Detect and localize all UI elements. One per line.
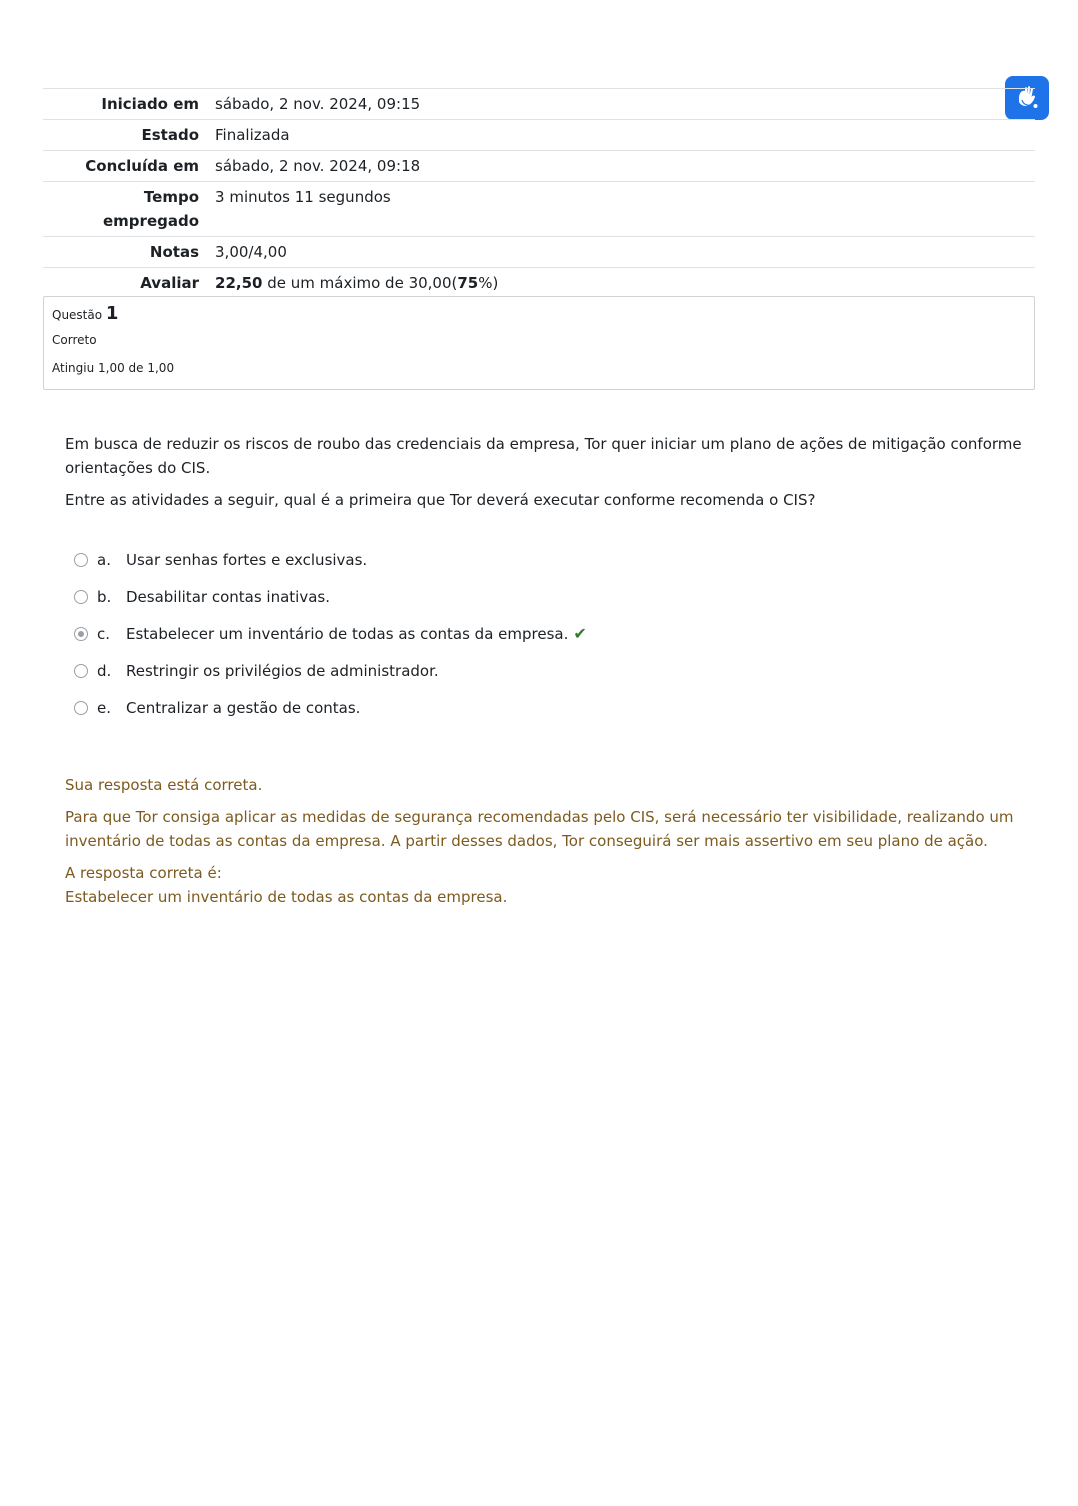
- summary-value: sábado, 2 nov. 2024, 09:18: [215, 157, 421, 175]
- grade-percent: 75: [457, 274, 479, 292]
- question-mark: Atingiu 1,00 de 1,00: [52, 361, 175, 375]
- radio-button[interactable]: [74, 590, 88, 604]
- summary-label: Avaliar: [140, 274, 200, 292]
- summary-value: sábado, 2 nov. 2024, 09:15: [215, 95, 421, 113]
- feedback-general: Para que Tor consiga aplicar as medidas de segurança recomendadas pelo CIS, será necessário ter visibilidade, realizando um inventário de todas as contas da empresa. A partir desses dados, Tor conseguirá ser mais assertivo em seu plano de ação.: [65, 808, 1014, 850]
- answer-text: Restringir os privilégios de administrador.: [126, 661, 439, 680]
- answer-option-d[interactable]: [74, 652, 974, 689]
- question-paragraph: Entre as atividades a seguir, qual é a primeira que Tor deverá executar conforme recomenda o CIS?: [65, 491, 816, 509]
- summary-row-completed: [43, 151, 1035, 182]
- attempt-summary-table: [43, 88, 1035, 298]
- checkmark-icon: ✔: [573, 624, 587, 643]
- summary-label: Estado: [141, 126, 200, 144]
- answer-option-e[interactable]: [74, 689, 974, 726]
- question-paragraph: Em busca de reduzir os riscos de roubo das credenciais da empresa, Tor quer iniciar um plano de ações de mitigação conforme orientações do CIS.: [65, 435, 1022, 477]
- question-text: [65, 432, 1025, 520]
- grade-suffix: %): [478, 274, 499, 292]
- feedback-right-answer: Estabelecer um inventário de todas as contas da empresa.: [65, 888, 508, 906]
- question-number: [52, 303, 1026, 326]
- summary-label: Iniciado em: [101, 95, 200, 113]
- grade-score: 22,50: [215, 274, 263, 292]
- summary-label: Concluída em: [85, 157, 200, 175]
- summary-grade-value: [207, 268, 1035, 299]
- answer-letter: a.: [97, 550, 111, 569]
- radio-button-selected[interactable]: [74, 627, 88, 641]
- summary-row-marks: [43, 237, 1035, 268]
- radio-button[interactable]: [74, 664, 88, 678]
- question-info-box: [43, 296, 1035, 390]
- answer-list: [74, 541, 974, 726]
- summary-row-started: [43, 89, 1035, 120]
- radio-button[interactable]: [74, 701, 88, 715]
- question-state: Correto: [52, 333, 97, 347]
- question-prefix: Questão: [52, 308, 103, 322]
- summary-label-text: Tempo empregado: [103, 188, 200, 230]
- feedback-result: Sua resposta está correta.: [65, 776, 263, 794]
- answer-letter: d.: [97, 661, 112, 680]
- answer-text: Usar senhas fortes e exclusivas.: [126, 550, 368, 569]
- question-number-value: 1: [105, 303, 119, 324]
- radio-button[interactable]: [74, 553, 88, 567]
- summary-value: Finalizada: [215, 126, 290, 144]
- summary-row-time-taken: [43, 182, 1035, 237]
- answer-text: Estabelecer um inventário de todas as contas da empresa.: [126, 624, 569, 643]
- feedback-right-answer-label: A resposta correta é:: [65, 864, 222, 882]
- summary-value: 3,00/4,00: [215, 243, 287, 261]
- summary-label: [43, 182, 207, 237]
- answer-letter: c.: [97, 624, 111, 643]
- summary-label: Notas: [149, 243, 200, 261]
- summary-row-grade: [43, 268, 1035, 299]
- grade-middle: de um máximo de 30,00(: [262, 274, 458, 292]
- answer-letter: e.: [97, 698, 111, 717]
- feedback-section: [65, 773, 1025, 909]
- answer-option-a[interactable]: [74, 541, 974, 578]
- answer-text: Desabilitar contas inativas.: [126, 587, 330, 606]
- summary-row-state: [43, 120, 1035, 151]
- summary-value: 3 minutos 11 segundos: [215, 188, 391, 206]
- answer-letter: b.: [97, 587, 112, 606]
- answer-option-c[interactable]: [74, 615, 974, 652]
- answer-text: Centralizar a gestão de contas.: [126, 698, 361, 717]
- answer-option-b[interactable]: [74, 578, 974, 615]
